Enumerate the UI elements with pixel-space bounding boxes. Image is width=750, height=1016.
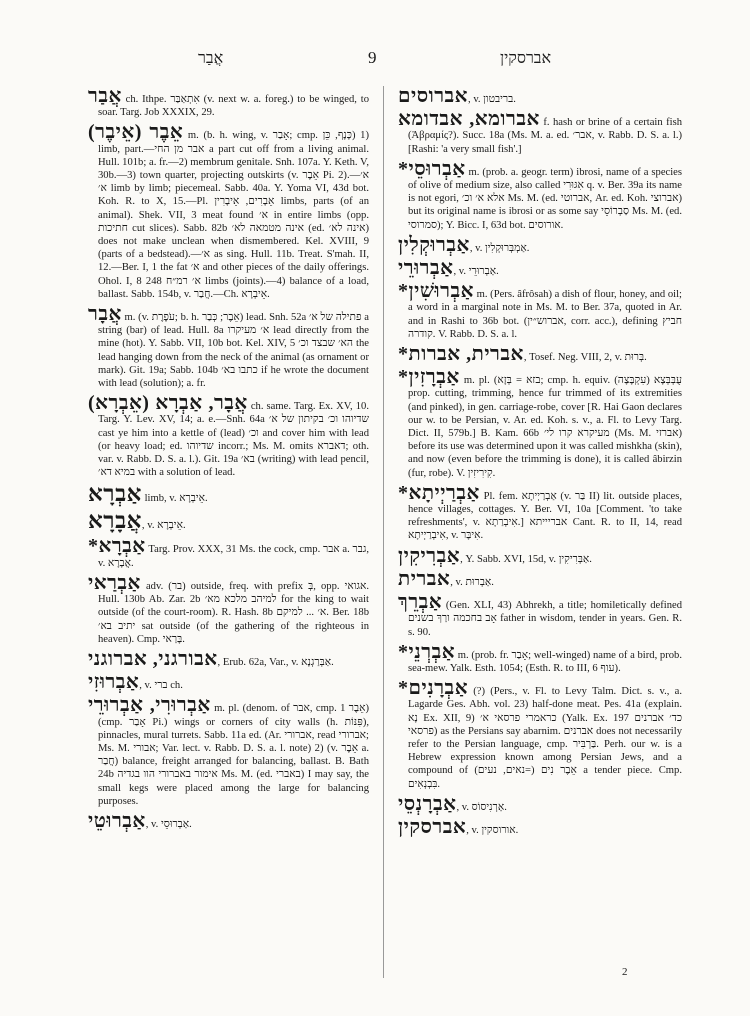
entry-headword: אֲבָרָא [88,508,142,534]
entry-definition: (?) (Pers., v. Fl. to Levy Talm. Dict. s. v., a. Lagarde Ges. Abh. vol. 23) half-done meat. Pes. 41a (explain. נָא Ex. XII, 9) כראמרי פרסאי א׳ (Yalk. Ex. 197 כד׳ אברנים פרסאי) as the Persians say abarnim. אברנים does not necessarily refer to the Persian language, cmp. בַּרְבִּיר. Perh. our w. is a Hebrew expression known among Persian Jews, and a compound of אֵבֶר נִים (=נאים, נעים) a tender piece. Cmp. בִּבְנְאִים. [408,686,682,790]
entry-definition: m. (Pers. âfrôsah) a dish of flour, honey, and oil; a word in a marginal note in Ms. M. to Ber. 37a, quoted in Ar. and in Rashi to 36b bot. (אברוש״ין, corr. acc.), defining חביץ קודרה. V. Rabb. D. S. a. l. [408,289,682,340]
dictionary-entry [88,393,369,479]
entry-headword: אַבְרוּטֵי [88,809,146,832]
dictionary-entry [398,592,682,639]
left-column [88,86,369,986]
dictionary-entry [88,811,369,831]
entry-definition: , v. אַבְרוּרֵי. [453,266,499,278]
dictionary-entry [88,86,369,119]
dictionary-entry [88,672,369,692]
dictionary-entry [398,281,682,341]
entry-definition: , Erub. 62a, Var., v. אַבְּרַגְנָא. [217,656,334,668]
entry-headword: אַבְרֵךְ [398,591,443,614]
entry-headword: אברסקין [398,815,467,838]
entry-headword: אַבְרָזִין* [398,366,460,389]
entry-headword: אֲבָר, אַבְרָא (אֵבְרָא) [88,392,248,415]
dictionary-entry [88,509,369,533]
entry-definition: ch. same. Targ. Ex. XV, 10. Targ. Y. Lev. XV, 14; a. e.—Snh. 64a שדיוהו וכ׳ בקיתון של א׳ cast ye him into a kettle of (lead) וכ׳ and cover him with lead (or heavy load; ed. שדיוהו incorr.; Ms. M. omits דאברא; oth. var. v. Rabb. D. S. a. l.). Git. 19a בא׳ (writing) with lead pencil, במיא דא׳ with a solution of lead. [98,401,369,479]
entry-definition: , v. אַבְרוּסֵי. [145,818,192,830]
right-column [398,86,682,986]
dictionary-entry [88,573,369,646]
entry-definition: Pl. fem. אַבְרַיְיתָא (v. בַּר II) lit. outside places, hence villages, cottages. Y. Ber. VI, 10a [Comment. 'to take refreshments', v. אִיבְרַתָא.] אבריייתא Cant. R. to II, 14, read אִיבְרַיְיתָא, v. אִיבָּר. [408,490,682,542]
entry-headword: אבורגני, אברוגני [88,647,218,670]
dictionary-entry [398,678,682,791]
page-number: 9 [368,48,377,67]
entry-headword: אַבְרַיְיתָא* [398,481,480,504]
entry-definition: , v. אֵיבְרָא. [141,520,186,532]
dictionary-entry [398,109,682,156]
dictionary-entry [398,235,682,255]
dictionary-entry [88,536,369,569]
entry-definition: , v. אַבְרוּת. [450,576,494,588]
entry-headword: אֲבָר [88,303,122,326]
entry-definition: , v. אַמְבְּרוּקְלִין. [469,242,530,254]
entry-definition: Targ. Prov. XXX, 31 Ms. the cock, cmp. אבר a. גבר, v. אֲבָרָא. [98,544,369,569]
entry-definition: m. (v. עֹפֶרֶת; b. h. אֵבֶר; כְּבַר) lead. Snh. 52a פתילה של א׳ a string (bar) of lead. Hull. 8a א׳ מעיקרו lead directly from the mine (hot). Y. Sabb. VII, 10b bot. Kel. XIV, 5 הא׳ שבצד וכ׳ the lead hanging down from the neck of the animal (as ornament or mark). Git. 19a; Sabb. 104b כתבו בא׳ if he wrote the document with lead (solution); a. fr. [98,312,369,390]
dictionary-entry [398,367,682,480]
dictionary-entry [398,642,682,675]
signature-mark: 2 [622,966,628,978]
entry-definition: , v. אַרְנִיסוֹס. [456,801,507,813]
entry-definition: adv. (בר) outside, freq. with prefix בְּ, opp. אגואי. Hull. 130b Ab. Zar. 2b למיהב מלכא מא׳ for the king to wait outside (of the court-room). R. Hash. 8b א׳ ... למיקם. Ber. 18b יתיב בא׳ sat outside (of the gathering of the righteous in heaven). Cmp. בָּרַאי. [98,580,369,645]
dictionary-entry [88,695,369,808]
entry-headword: אַבְרְנֵי* [398,640,456,663]
entry-definition: (Gen. XLI, 43) Abhrekh, a title; homiletically defined אָב בחכמה ורַךְ בשנים father in wisdom, tender in years. Gen. R. s. 90. [408,600,682,638]
entry-definition: limb, v. אֵיבְרָא. [141,493,208,505]
entry-headword: אברוסים [398,86,469,107]
entry-headword: אַבְרָא [88,481,142,507]
running-head-left: אֲבַר [198,50,224,67]
dictionary-entry [88,122,369,301]
entry-definition: m. pl. (denom. of אבר, cmp. אֵבֶר 1) (cmp. אָבַר Pi.) wings or corners of city walls (h. פִּנּוֹת), pinnacles, mural turrets. Sabb. 11a ed. (Ar. אברורי, read אברורי; Ms. M. אבורי; Var. lect. v. Rabb. D. S. a. l. note) 2) (v. אֵבֶר a. חֲבַר) balance, freight arranged for balancing, ballast. B. Bath 24b אימור באברורי הוו בגדיה Ms. M. (ed. באברי) I may say, the small kegs were placed among the large for balancing purposes. [98,703,369,807]
dictionary-entry [88,304,369,390]
entry-headword: אברומא, אבדומא [398,108,540,131]
entry-headword: אֲבַר [88,86,122,107]
dictionary-entry [398,817,682,837]
running-head-right: אברסקין [500,50,552,67]
dictionary-entry [88,482,369,506]
entry-headword: אַבְרוּסֵי* [398,157,466,180]
entry-headword: אַבְרִיקִין [398,544,461,567]
entry-definition: m. (b. h. wing, v. אָבַר; cmp. כָּנָף, כֵּן) 1) limb, part.—אבר מן החי a part cut off from a living animal. Hull. 101b; a. fr.—2) membrum genitale. Snh. 107a. Y. Keth. V, 30b.—3) town quarter, projecting outskirts (v. אֵבֶר Pi. 2).—א׳ א׳ limb by limb; piecemeal. Sabb. 40a. Y. Yoma VI, 43d bot. Koh. R. to X, 15.—Pl. אֵבָרִים, אֵיבָרִין limbs, parts (of an animal). Shek. VII, 3 meat found א׳ in entire limbs (opp. חתיכות cut slices). Sabb. 82b אינה מטמאה לא׳ (ed. אינה לא׳) does not make unclean when dismembered. Kel. XVIII, 9 (parts of a bedstead).—א׳ as sing. Hull. 11b. Treat. S'mah. II, 12.—Ber. I, 1 the fat א׳ and other pieces of the daily offerings. Ohol. I, 8 א׳ רמ״ח 248 limbs (joints).—4) balance of a load, ballast. Sabb. 154b, v. חֲבַר.—Ch. אֵיבְרָא. [98,130,369,300]
entry-headword: אַבְרוּשִׁין* [398,280,474,303]
entry-definition: , Y. Sabb. XVI, 15d, v. אַבְּרִיקִין. [460,553,592,565]
entry-headword: אברית [398,567,451,590]
entry-definition: , v. בריבטון. [468,94,516,105]
entry-headword: אַבְרוּזִי [88,671,140,694]
dictionary-entry [398,483,682,543]
entry-headword: אברית, אברות* [398,343,524,366]
entry-headword: אַבְרָא* [88,535,146,558]
dictionary-entry [398,569,682,589]
dictionary-entry [88,649,369,669]
dictionary-entry [398,258,682,278]
dictionary-entry [398,344,682,364]
entry-headword: אַבְרַאי [88,571,141,594]
column-rule [383,86,384,978]
entry-definition: , v. ברי ch. [139,680,183,692]
entry-headword: אַבְרוּקְלִין [398,233,470,256]
entry-definition: f. hash or brine of a certain fish (Ἀβραμίς?). Succ. 18a (Ms. M. a. ed. אבר׳, v. Rabb. D. S. a. l.) [Rashi: 'a very small fish'.] [408,117,682,155]
entry-headword: אַבְרוּרֵי [398,257,454,280]
dictionary-entry [398,546,682,566]
entry-headword: אַבְרוּרִי, אַבְרוּרֵי [88,694,211,717]
entry-headword: אֵבֶר (אֵיבֶר) [88,121,184,144]
entry-headword: אַבְרָנִים* [398,677,469,700]
running-head [0,48,750,72]
dictionary-entry [398,86,682,106]
dictionary-entry [398,794,682,814]
entry-definition: m. (prob. fr. אָבַר; well-winged) name of a bird, prob. sea-mew. Yalk. Esth. 1054; (Esth. R. to III, 6 עוף). [408,649,682,674]
entry-headword: אַבְרָנְסֵי [398,792,457,815]
dictionary-entry [398,159,682,232]
entry-definition: , Tosef. Neg. VIII, 2, v. בְּרוּת. [523,352,647,364]
entry-definition: m. pl. (בזא = בְּזָא; cmp. h. equiv. עֻבְּבְּצָא (עִקְבָּצָה) prop. cutting, trimming, hence fur trimmed of its extremities (and pinked), in gen. carriage-robe, cover [R. Hai Gaon declares our w. to be Persian, v. Ar. ed. Koh. s. v., a. Fl. to Levy Targ. Dict. II, 579b.] B. Kam. 66b מעיקרא קרו לי׳ (Ms. M. אברזי) before its use was determined upon it was called mishkha (skin), and now (even before the trimming is done), it is called âbirzin (fur, robe). V. קִירִיזִין. [408,375,682,479]
entry-definition: ch. Ithpe. אִתְאַבַּר (v. next w. a. foreg.) to be winged, to soar. Targ. Job XXXIX, 29. [98,94,369,119]
entry-definition: m. (prob. a. geogr. term) ibrosi, name of a species of olive of medium size, also called אִגּוּרִי q. v. Ber. 39a its name is not egori, אלא א׳ וכ׳ Ms. M. (ed. אברוטי, Ar. ed. Koh. אברוצי) but its original name is ibrosi or as some say סַבְרוֹסֵי Ms. M. (ed. סמרוסי); Y. Bicc. I, 63d bot. אורוסים. [408,166,682,231]
entry-definition: , v. אורוסקין. [466,824,519,836]
